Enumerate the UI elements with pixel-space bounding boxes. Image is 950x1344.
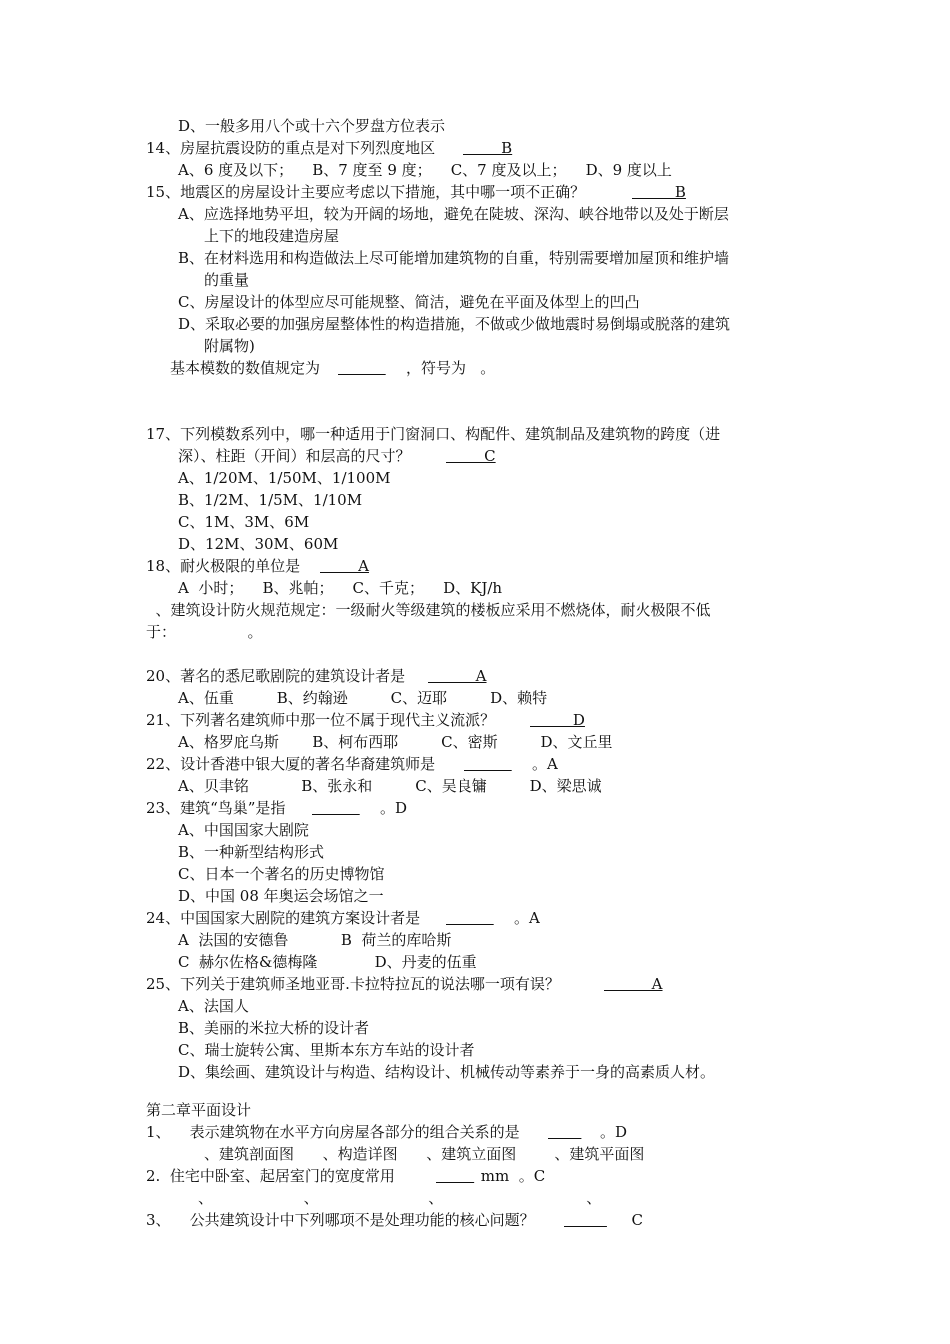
q25-option-c: C、瑞士旋转公寓、里斯本东方车站的设计者	[178, 1041, 475, 1059]
q15-option-c: C、房屋设计的体型应尽可能规整、简洁，避免在平面及体型上的凹凸	[178, 293, 640, 311]
q20-text: 20、著名的悉尼歌剧院的建筑设计者是	[146, 667, 406, 685]
q17-option-c: C、1M、3M、6M	[178, 513, 310, 531]
q23-option-c: C、日本一个著名的历史博物馆	[178, 865, 385, 883]
q24-options-cd: C 赫尔佐格&德梅隆 D、丹麦的伍重	[178, 953, 477, 971]
q15-option-d-cont: 附属物)	[204, 337, 255, 355]
q16-text: 基本模数的数值规定为	[170, 359, 321, 377]
q16-blank	[338, 358, 386, 378]
q15-option-a: A、应选择地势平坦，较为开阔的场地，避免在陡坡、深沟、峡谷地带以及处于断层	[178, 205, 729, 223]
q15-answer: B	[632, 183, 686, 201]
q19-text: 、建筑设计防火规范规定：一级耐火等级建筑的楼板应采用不燃烧体，耐火极限不低	[146, 601, 711, 619]
ch2-q2-options: 、 、 、 、	[198, 1189, 602, 1207]
q24-options-ab: A 法国的安德鲁 B 荷兰的库哈斯	[178, 931, 452, 949]
q15-option-b: B、在材料选用和构造做法上尽可能增加建筑物的自重，特别需要增加屋顶和维护墙	[178, 249, 730, 267]
q17-text-cont: 深）、柱距（开间）和层高的尺寸？	[178, 447, 411, 465]
q25-option-b: B、美丽的米拉大桥的设计者	[178, 1019, 370, 1037]
q23-option-b: B、一种新型结构形式	[178, 843, 325, 861]
ch2-q1-text: 1、 表示建筑物在水平方向房屋各部分的组合关系的是	[146, 1123, 520, 1141]
q18-answer: A	[320, 557, 369, 575]
q14-answer: B	[463, 139, 513, 157]
q17-option-a: A、1/20M、1/50M、1/100M	[178, 469, 391, 487]
q23-option-a: A、中国国家大剧院	[178, 821, 309, 839]
q24-blank	[446, 908, 494, 928]
q16-text-end: ，符号为 。	[406, 359, 496, 377]
q20-options: A、伍重 B、约翰逊 C、迈耶 D、赖特	[178, 689, 548, 707]
q17-option-d: D、12M、30M、60M	[178, 535, 339, 553]
q23-answer: 。D	[380, 799, 408, 817]
q21-answer: D	[530, 711, 585, 729]
q23-blank	[312, 798, 360, 818]
q15-option-b-cont: 的重量	[204, 271, 250, 289]
q17-text: 17、下列模数系列中，哪一种适用于门窗洞口、构配件、建筑制品及建筑物的跨度（进	[146, 425, 721, 443]
q19-text-cont: 于： 。	[146, 623, 263, 641]
q21-options: A、格罗庇乌斯 B、柯布西耶 C、密斯 D、文丘里	[178, 733, 613, 751]
ch2-q3-text: 3、 公共建筑设计中下列哪项不是处理功能的核心问题？	[146, 1211, 535, 1229]
q22-options: A、贝聿铭 B、张永和 C、吴良镛 D、梁思诚	[178, 777, 602, 795]
q20-answer: A	[428, 667, 487, 685]
q15-option-a-cont: 上下的地段建造房屋	[204, 227, 340, 245]
q14-options: A、6 度及以下； B、7 度至 9 度； C、7 度及以上； D、9 度以上	[178, 161, 672, 179]
ch2-q1-answer: 。D	[600, 1123, 628, 1141]
q22-text: 22、设计香港中银大厦的著名华裔建筑师是	[146, 755, 436, 773]
ch2-q2-answer: mm 。C	[476, 1167, 546, 1185]
ch2-q1-options: 、建筑剖面图 、构造详图 、建筑立面图 、建筑平面图	[204, 1145, 645, 1163]
ch2-q3-answer: C	[622, 1211, 644, 1229]
q23-option-d: D、中国 08 年奥运会场馆之一	[178, 887, 384, 905]
q15-text: 15、地震区的房屋设计主要应考虑以下措施，其中哪一项不正确？	[146, 183, 586, 201]
ch2-q2-blank	[436, 1166, 474, 1186]
q25-option-a: A、法国人	[178, 997, 249, 1015]
q22-blank	[464, 754, 512, 774]
ch2-q3-blank	[564, 1210, 607, 1230]
q24-text: 24、中国国家大剧院的建筑方案设计者是	[146, 909, 421, 927]
q18-options: A 小时； B、兆帕； C、千克； D、KJ/h	[178, 579, 503, 597]
q17-option-b: B、1/2M、1/5M、1/10M	[178, 491, 363, 509]
q21-text: 21、下列著名建筑师中那一位不属于现代主义流派？	[146, 711, 496, 729]
q18-text: 18、耐火极限的单位是	[146, 557, 305, 575]
ch2-q1-blank	[548, 1122, 581, 1142]
q23-text: 23、建筑“鸟巢”是指	[146, 799, 286, 817]
q24-answer: 。A	[514, 909, 540, 927]
q14-text: 14、房屋抗震设防的重点是对下列烈度地区	[146, 139, 436, 157]
q25-answer: A	[604, 975, 663, 993]
q22-answer: 。A	[532, 755, 558, 773]
chapter-heading: 第二章平面设计	[146, 1101, 252, 1119]
q13-option-d: D、一般多用八个或十六个罗盘方位表示	[178, 117, 446, 135]
ch2-q2-text: 2. 住宅中卧室、起居室门的宽度常用	[146, 1167, 395, 1185]
q15-option-d: D、采取必要的加强房屋整体性的构造措施，不做或少做地震时易倒塌或脱落的建筑	[178, 315, 731, 333]
q25-text: 25、下列关于建筑师圣地亚哥.卡拉特拉瓦的说法哪一项有误？	[146, 975, 560, 993]
q25-option-d: D、集绘画、建筑设计与构造、结构设计、机械传动等素养于一身的高素质人材。	[178, 1063, 716, 1081]
q17-answer: C	[446, 447, 496, 465]
